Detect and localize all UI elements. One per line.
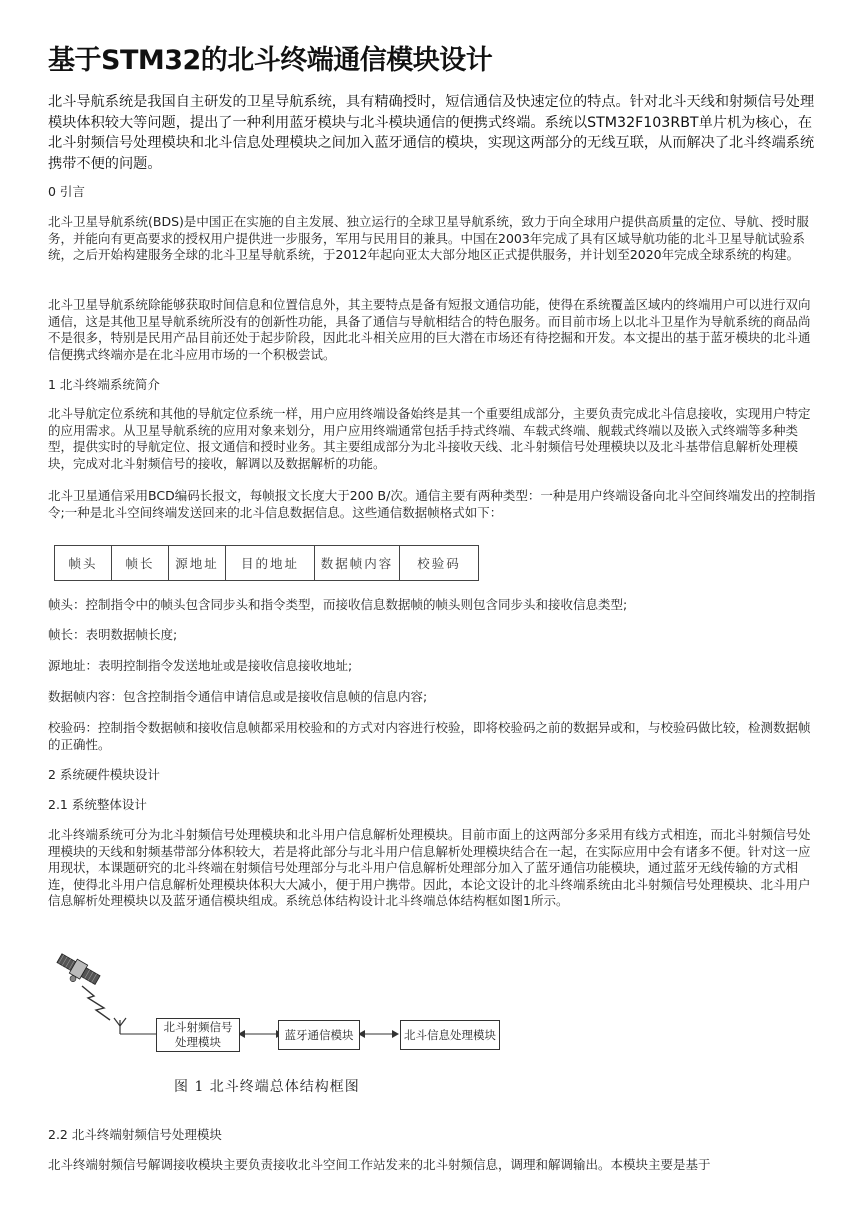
section-2-1-heading: 2.1 系统整体设计 <box>48 797 147 812</box>
section-1-paragraph-2: 北斗卫星通信采用BCD编码长报文，每帧报文长度大于200 B/次。通信主要有两种类型：一种是用户终端设备向北斗空间终端发出的控制指令;一种是北斗空间终端发送回来的北斗信息数据信息。这些通信数据帧格式如下： <box>48 488 816 520</box>
table-cell-frame-content: 数据帧内容 <box>315 546 400 581</box>
arrow-bt-to-info <box>358 1030 399 1038</box>
rf-module-label-line-1: 北斗射频信号 <box>163 1020 233 1034</box>
table-row <box>55 546 479 581</box>
section-1-paragraph-1: 北斗导航定位系统和其他的导航定位系统一样，用户应用终端设备始终是其一个重要组成部分，主要负责完成北斗信息接收，实现用户特定的应用需求。从卫星导航系统的应用对象来划分，用户应用终端通常包括手持式终端、车载式终端、舰载式终端以及嵌入式终端等多种类型，提供实时的导航定位、报文通信和授时业务。其主要组成部分为北斗接收天线、北斗射频信号处理模块以及北斗基带信息解析处理模块，完成对北斗射频信号的接收，解调以及数据解析的功能。 <box>48 406 811 471</box>
table-cell-source-address: 源地址 <box>169 546 226 581</box>
definition-source-address: 源地址：表明控制指令发送地址或是接收信息接收地址; <box>48 658 353 673</box>
abstract: 北斗导航系统是我国自主研发的卫星导航系统，具有精确授时，短信通信及快速定位的特点。针对北斗天线和射频信号处理模块体积较大等问题，提出了一种利用蓝牙模块与北斗模块通信的便携式终端。系统以STM32F103RBT单片机为核心，在北斗射频信号处理模块和北斗信息处理模块之间加入蓝牙通信的模块，实现这两部分的无线互联，从而解决了北斗终端系统携带不便的问题。 <box>48 94 815 172</box>
figure-1-caption: 图 1 北斗终端总体结构框图 <box>174 1079 360 1095</box>
arrow-rf-to-bt <box>238 1030 283 1038</box>
bluetooth-module-box: 蓝牙通信模块 <box>278 1020 360 1050</box>
section-2-1-paragraph-1: 北斗终端系统可分为北斗射频信号处理模块和北斗用户信息解析处理模块。目前市面上的这两部分多采用有线方式相连，而北斗射频信号处理模块的天线和射频基带部分体积较大，若是将此部分与北斗用户信息解析处理模块结合在一起，在实际应用中会有诸多不便。针对这一应用现状，本课题研究的北斗终端在射频信号处理部分与北斗用户信息解析处理部分加入了蓝牙通信功能模块，通过蓝牙无线传输的方式相连，使得北斗用户信息解析处理模块体积大大减小，便于用户携带。因此，本论文设计的北斗终端系统由北斗射频信号处理模块、北斗用户信息解析处理模块以及蓝牙通信模块组成。系统总体结构设计北斗终端总体结构框如图1所示。 <box>48 827 811 908</box>
antenna-icon <box>114 1018 156 1034</box>
figure-1 <box>48 940 518 1100</box>
table-cell-frame-header: 帧头 <box>55 546 112 581</box>
signal-bolt-icon <box>82 986 110 1020</box>
table-cell-checksum: 校验码 <box>400 546 479 581</box>
satellite-icon <box>52 951 101 992</box>
info-module-box: 北斗信息处理模块 <box>400 1020 500 1050</box>
section-0-paragraph-2: 北斗卫星导航系统除能够获取时间信息和位置信息外，其主要特点是备有短报文通信功能，使得在系统覆盖区域内的终端用户可以进行双向通信，这是其他卫星导航系统所没有的创新性功能，具备了通信与导航相结合的特色服务。而目前市场上以北斗卫星作为导航系统的商品尚不是很多，特别是民用产品目前还处于起步阶段，因此北斗相关应用的巨大潜在市场还有待挖掘和开发。本文提出的基于蓝牙模块的北斗通信便携式终端亦是在北斗应用市场的一个积极尝试。 <box>48 297 811 362</box>
section-2-2-paragraph-1: 北斗终端射频信号解调接收模块主要负责接收北斗空间工作站发来的北斗射频信息，调理和解调输出。本模块主要是基于 <box>48 1157 711 1172</box>
definition-frame-length: 帧长：表明数据帧长度; <box>48 627 178 642</box>
definition-frame-header: 帧头：控制指令中的帧头包含同步头和指令类型，而接收信息数据帧的帧头则包含同步头和接收信息类型; <box>48 597 628 612</box>
frame-format-table <box>54 545 479 581</box>
definition-frame-content: 数据帧内容：包含控制指令通信申请信息或是接收信息帧的信息内容; <box>48 689 428 704</box>
table-cell-frame-length: 帧长 <box>112 546 169 581</box>
page-title: 基于STM32的北斗终端通信模块设计 <box>48 45 493 76</box>
section-0-paragraph-1: 北斗卫星导航系统(BDS)是中国正在实施的自主发展、独立运行的全球卫星导航系统，致力于向全球用户提供高质量的定位、导航、授时服务，并能向有更高要求的授权用户提供进一步服务，军用与民用目的兼具。中国在2003年完成了具有区域导航功能的北斗卫星导航试验系统，之后开始构建服务全球的北斗卫星导航系统，于2012年起向亚太大部分地区正式提供服务，并计划至2020年完成全球系统的构建。 <box>48 214 809 262</box>
table-cell-destination-address: 目的地址 <box>226 546 315 581</box>
section-2-heading: 2 系统硬件模块设计 <box>48 767 160 782</box>
rf-module-box <box>156 1018 240 1052</box>
section-1-heading: 1 北斗终端系统简介 <box>48 377 160 392</box>
section-0-heading: 0 引言 <box>48 184 85 199</box>
definition-checksum: 校验码：控制指令数据帧和接收信息帧都采用校验和的方式对内容进行校验，即将校验码之前的数据异或和，与校验码做比较，检测数据帧的正确性。 <box>48 720 811 752</box>
section-2-2-heading: 2.2 北斗终端射频信号处理模块 <box>48 1127 222 1142</box>
rf-module-label-line-2: 处理模块 <box>175 1035 221 1049</box>
